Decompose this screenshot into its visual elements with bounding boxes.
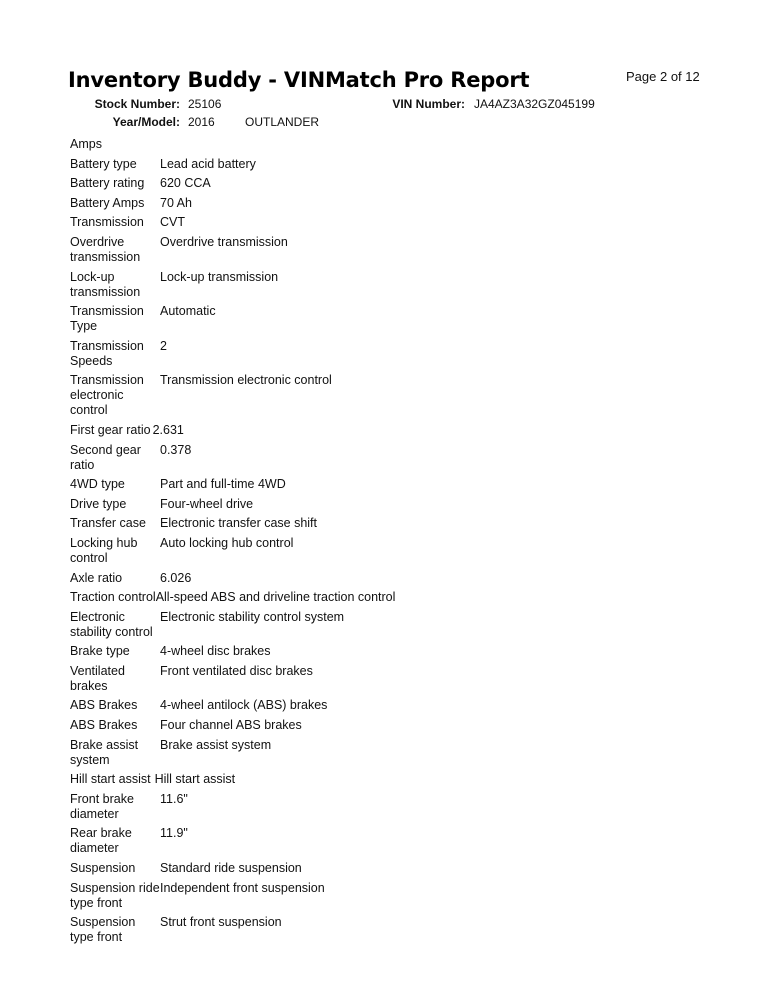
spec-value: 4-wheel antilock (ABS) brakes bbox=[160, 698, 328, 713]
spec-value: 2.631 bbox=[152, 422, 184, 437]
stock-number-label: Stock Number: bbox=[94, 97, 180, 111]
spec-value: 4-wheel disc brakes bbox=[160, 644, 271, 659]
spec-row bbox=[70, 516, 690, 531]
spec-value: All-speed ABS and driveline traction control bbox=[155, 590, 396, 605]
spec-row bbox=[70, 738, 690, 768]
spec-label: Battery Amps bbox=[70, 195, 145, 210]
spec-label: Lock-up transmission bbox=[70, 269, 141, 299]
spec-value: Overdrive transmission bbox=[160, 234, 288, 249]
spec-row bbox=[70, 477, 690, 492]
spec-row bbox=[70, 826, 690, 856]
spec-label: First gear ratio bbox=[70, 422, 151, 437]
spec-label: Front brake diameter bbox=[70, 791, 134, 821]
spec-row bbox=[70, 610, 690, 640]
spec-row bbox=[70, 772, 690, 787]
year-value: 2016 bbox=[188, 115, 215, 129]
spec-label: Suspension ride type front bbox=[70, 880, 160, 910]
spec-value: Four channel ABS brakes bbox=[160, 718, 302, 733]
spec-row bbox=[70, 881, 690, 911]
spec-label: Battery type bbox=[70, 156, 137, 171]
spec-label: Transmission bbox=[70, 215, 144, 230]
spec-label: 4WD type bbox=[70, 477, 125, 492]
spec-row bbox=[70, 137, 690, 152]
spec-label: Axle ratio bbox=[70, 570, 123, 585]
spec-label: Electronic stability control bbox=[70, 609, 153, 639]
spec-value: Automatic bbox=[160, 304, 216, 319]
spec-value: CVT bbox=[160, 215, 185, 230]
spec-value: Independent front suspension bbox=[160, 880, 325, 895]
spec-label: Battery rating bbox=[70, 176, 145, 191]
spec-label: ABS Brakes bbox=[70, 718, 138, 733]
spec-row bbox=[70, 792, 690, 822]
spec-row bbox=[70, 915, 690, 945]
spec-value: Standard ride suspension bbox=[160, 861, 302, 876]
spec-row bbox=[70, 861, 690, 876]
spec-value: 11.9" bbox=[160, 826, 188, 841]
spec-row bbox=[70, 304, 690, 334]
spec-label: Locking hub control bbox=[70, 535, 138, 565]
spec-value: Auto locking hub control bbox=[160, 535, 294, 550]
spec-row bbox=[70, 157, 690, 172]
page-number: Page 2 of 12 bbox=[626, 69, 700, 84]
spec-label: Transmission electronic control bbox=[70, 373, 144, 418]
spec-value: Lock-up transmission bbox=[160, 269, 279, 284]
spec-row bbox=[70, 235, 690, 265]
spec-row bbox=[70, 644, 690, 659]
spec-label: Overdrive transmission bbox=[70, 234, 141, 264]
spec-value: Electronic transfer case shift bbox=[160, 516, 318, 531]
spec-row bbox=[70, 718, 690, 733]
year-model-label: Year/Model: bbox=[112, 115, 180, 129]
spec-value: Lead acid battery bbox=[160, 156, 256, 171]
spec-value: 2 bbox=[160, 338, 167, 353]
spec-row bbox=[70, 176, 690, 191]
spec-table bbox=[70, 137, 690, 950]
spec-label: Second gear ratio bbox=[70, 442, 141, 472]
spec-label: Transfer case bbox=[70, 516, 146, 531]
spec-label: Traction control bbox=[70, 590, 156, 605]
spec-label: Suspension type front bbox=[70, 915, 136, 945]
spec-value: 0.378 bbox=[160, 442, 192, 457]
spec-value: Brake assist system bbox=[160, 737, 272, 752]
spec-value: 70 Ah bbox=[160, 195, 192, 210]
spec-label: ABS Brakes bbox=[70, 698, 138, 713]
spec-row bbox=[70, 698, 690, 713]
spec-value: Strut front suspension bbox=[160, 915, 282, 930]
model-value: OUTLANDER bbox=[245, 115, 320, 129]
spec-row bbox=[70, 590, 690, 605]
spec-row bbox=[70, 571, 690, 586]
spec-label: Suspension bbox=[70, 861, 136, 876]
spec-value: Part and full-time 4WD bbox=[160, 477, 286, 492]
spec-value: Transmission electronic control bbox=[160, 373, 332, 388]
spec-value bbox=[160, 137, 690, 152]
stock-number-value: 25106 bbox=[188, 97, 222, 111]
spec-label: Brake type bbox=[70, 644, 130, 659]
spec-row bbox=[70, 664, 690, 694]
spec-value: Front ventilated disc brakes bbox=[160, 663, 313, 678]
spec-label: Drive type bbox=[70, 496, 127, 511]
spec-row bbox=[70, 536, 690, 566]
spec-label: Ventilated brakes bbox=[70, 663, 125, 693]
spec-label: Hill start assist bbox=[70, 772, 151, 787]
spec-value: 6.026 bbox=[160, 570, 192, 585]
spec-value: 11.6" bbox=[160, 791, 188, 806]
vin-number-value: JA4AZ3A32GZ045199 bbox=[474, 97, 595, 111]
vin-number-label: VIN Number: bbox=[392, 97, 465, 111]
spec-label: Rear brake diameter bbox=[70, 826, 132, 856]
spec-row bbox=[70, 215, 690, 230]
spec-row bbox=[70, 497, 690, 512]
spec-row bbox=[70, 270, 690, 300]
spec-label: Transmission Type bbox=[70, 304, 144, 334]
spec-row bbox=[70, 423, 690, 438]
spec-row bbox=[70, 443, 690, 473]
spec-value: 620 CCA bbox=[160, 176, 211, 191]
spec-label: Transmission Speeds bbox=[70, 338, 144, 368]
spec-label: Brake assist system bbox=[70, 737, 139, 767]
spec-value: Four-wheel drive bbox=[160, 496, 254, 511]
spec-row bbox=[70, 196, 690, 211]
spec-value: Hill start assist bbox=[154, 772, 236, 787]
spec-value: Electronic stability control system bbox=[160, 609, 345, 624]
spec-row bbox=[70, 339, 690, 369]
spec-row bbox=[70, 373, 690, 418]
spec-label: Amps bbox=[70, 137, 102, 151]
report-title: Inventory Buddy - VINMatch Pro Report bbox=[68, 68, 530, 92]
